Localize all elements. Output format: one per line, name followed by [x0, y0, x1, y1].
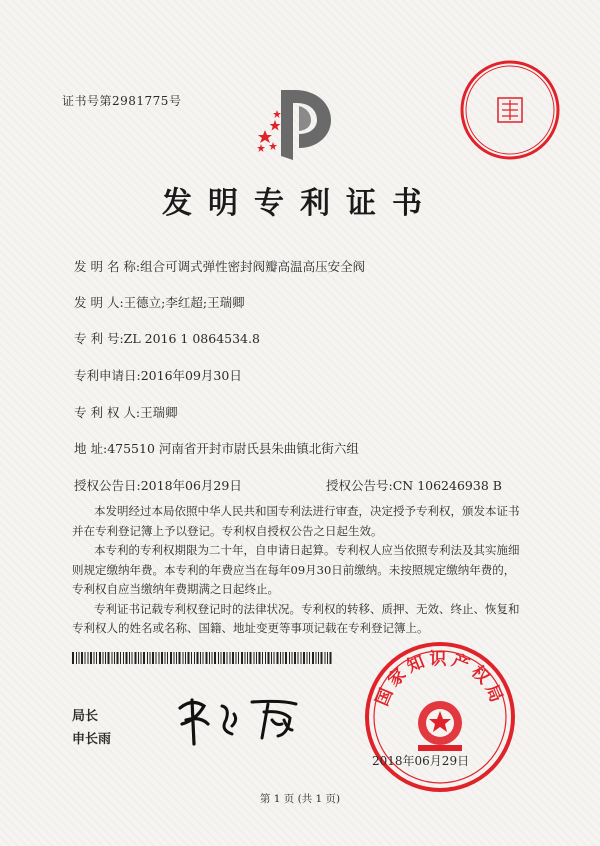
inventor-label: 发 明 人: — [74, 295, 124, 310]
signatory-role: 局长 — [72, 709, 99, 724]
grant-date-label: 授权公告日: — [74, 478, 141, 493]
certificate-title: 发明专利证书 — [162, 186, 438, 221]
address-label: 地 址: — [74, 441, 108, 456]
certificate-body — [72, 502, 520, 639]
grant-date-value: 2018年06月29日 — [140, 478, 242, 493]
seal-date: 2018年06月29日 — [372, 754, 470, 768]
body-paragraph-1: 本发明经过本局依照中华人民共和国专利法进行审查，决定授予专利权，颁发本证书并在专利登记簿上予以登记。专利权自授权公告之日起生效。 — [72, 504, 520, 538]
patentee-field — [74, 403, 178, 421]
inventor-field — [74, 293, 245, 311]
filing-date-value: 2016年09月30日 — [140, 368, 242, 383]
signatory-name: 申长雨 — [72, 732, 112, 747]
invention-name-value: 组合可调式弹性密封阀瓣高温高压安全阀 — [140, 259, 366, 274]
barcode-icon — [72, 652, 332, 664]
inventor-value: 王德立;李红超;王瑞卿 — [123, 295, 245, 310]
patent-office-logo-icon — [255, 86, 333, 162]
invention-name-field — [74, 257, 365, 275]
national-ip-office-seal-icon — [364, 641, 516, 793]
svg-text:国家知识产权局 — [372, 649, 507, 709]
patent-number-field — [74, 329, 260, 347]
director-signature-icon — [172, 690, 312, 750]
patentee-value: 王瑞卿 — [140, 405, 178, 420]
grant-number-label: 授权公告号: — [326, 478, 393, 493]
address-value: 475510 河南省开封市尉氏县朱曲镇北街六组 — [107, 441, 359, 456]
patentee-label: 专 利 权 人: — [74, 405, 141, 420]
invention-name-label: 发 明 名 称: — [74, 259, 141, 274]
grant-number-value: CN 106246938 B — [392, 478, 502, 493]
seal-text: 国家知识产权局 — [372, 649, 508, 709]
grant-date-field — [74, 476, 242, 494]
filing-date-label: 专利申请日: — [74, 368, 141, 383]
patent-number-label: 专 利 号: — [74, 331, 124, 346]
grant-number-field — [326, 476, 502, 494]
address-field — [74, 439, 359, 457]
filing-date-field — [74, 366, 242, 384]
body-paragraph-2: 本专利的专利权期限为二十年，自申请日起算。专利权人应当依照专利法及其实施细则规定缴纳年费。本专利的年费应当在每年09月30日前缴纳。未按照规定缴纳年费的，专利权自应当缴纳年费期满之日起终止。 — [72, 543, 520, 596]
patent-number-value: ZL 2016 1 0864534.8 — [123, 331, 260, 346]
page-footer: 第 1 页 (共 1 页) — [259, 793, 341, 805]
revenue-stamp-seal-icon — [458, 58, 562, 162]
certificate-number: 证书号第2981775号 — [62, 94, 182, 108]
body-paragraph-3: 专利证书记载专利权登记时的法律状况。专利权的转移、质押、无效、终止、恢复和专利权人的姓名或名称、国籍、地址变更等事项记载在专利登记簿上。 — [72, 601, 520, 635]
